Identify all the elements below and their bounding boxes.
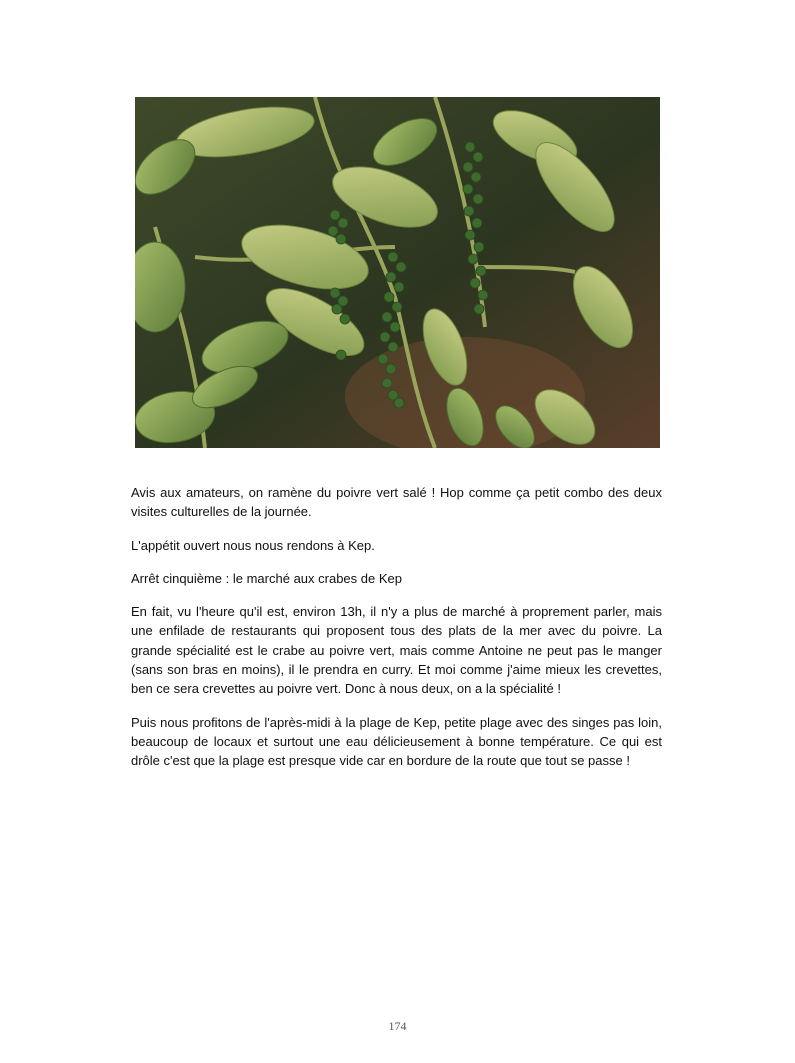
paragraph: Avis aux amateurs, on ramène du poivre vert salé ! Hop comme ça petit combo des deux visites culturelles de la journée. — [131, 485, 662, 520]
paragraph: En fait, vu l'heure qu'il est, environ 13h, il n'y a plus de marché à proprement parler, mais une enfilade de restaurants qui proposent tous des plats de la mer avec du poivre. La grande spécialité est le crabe au poivre vert, mais comme Antoine ne peut pas le manger (sans son bras en moins), il le prendra en curry. Et moi comme j'aime mieux les crevettes, ben ce sera crevettes au poivre vert. Donc à nous deux, on a la spécialité ! — [131, 604, 662, 697]
paragraph: Arrêt cinquième : le marché aux crabes de Kep — [131, 570, 402, 586]
paragraph: Puis nous profitons de l'après-midi à la plage de Kep, petite plage avec des singes pas loin, beaucoup de locaux et surtout une eau délicieusement à bonne température. Ce qui est drôle c'est que la plage est presque vide car en bordure de la route que tout se passe ! — [131, 714, 662, 769]
page-number: 174 — [388, 1019, 407, 1033]
pepper-plant-photo — [135, 97, 660, 448]
paragraph: L'appétit ouvert nous nous rendons à Kep. — [131, 537, 375, 553]
body-text — [131, 483, 662, 785]
